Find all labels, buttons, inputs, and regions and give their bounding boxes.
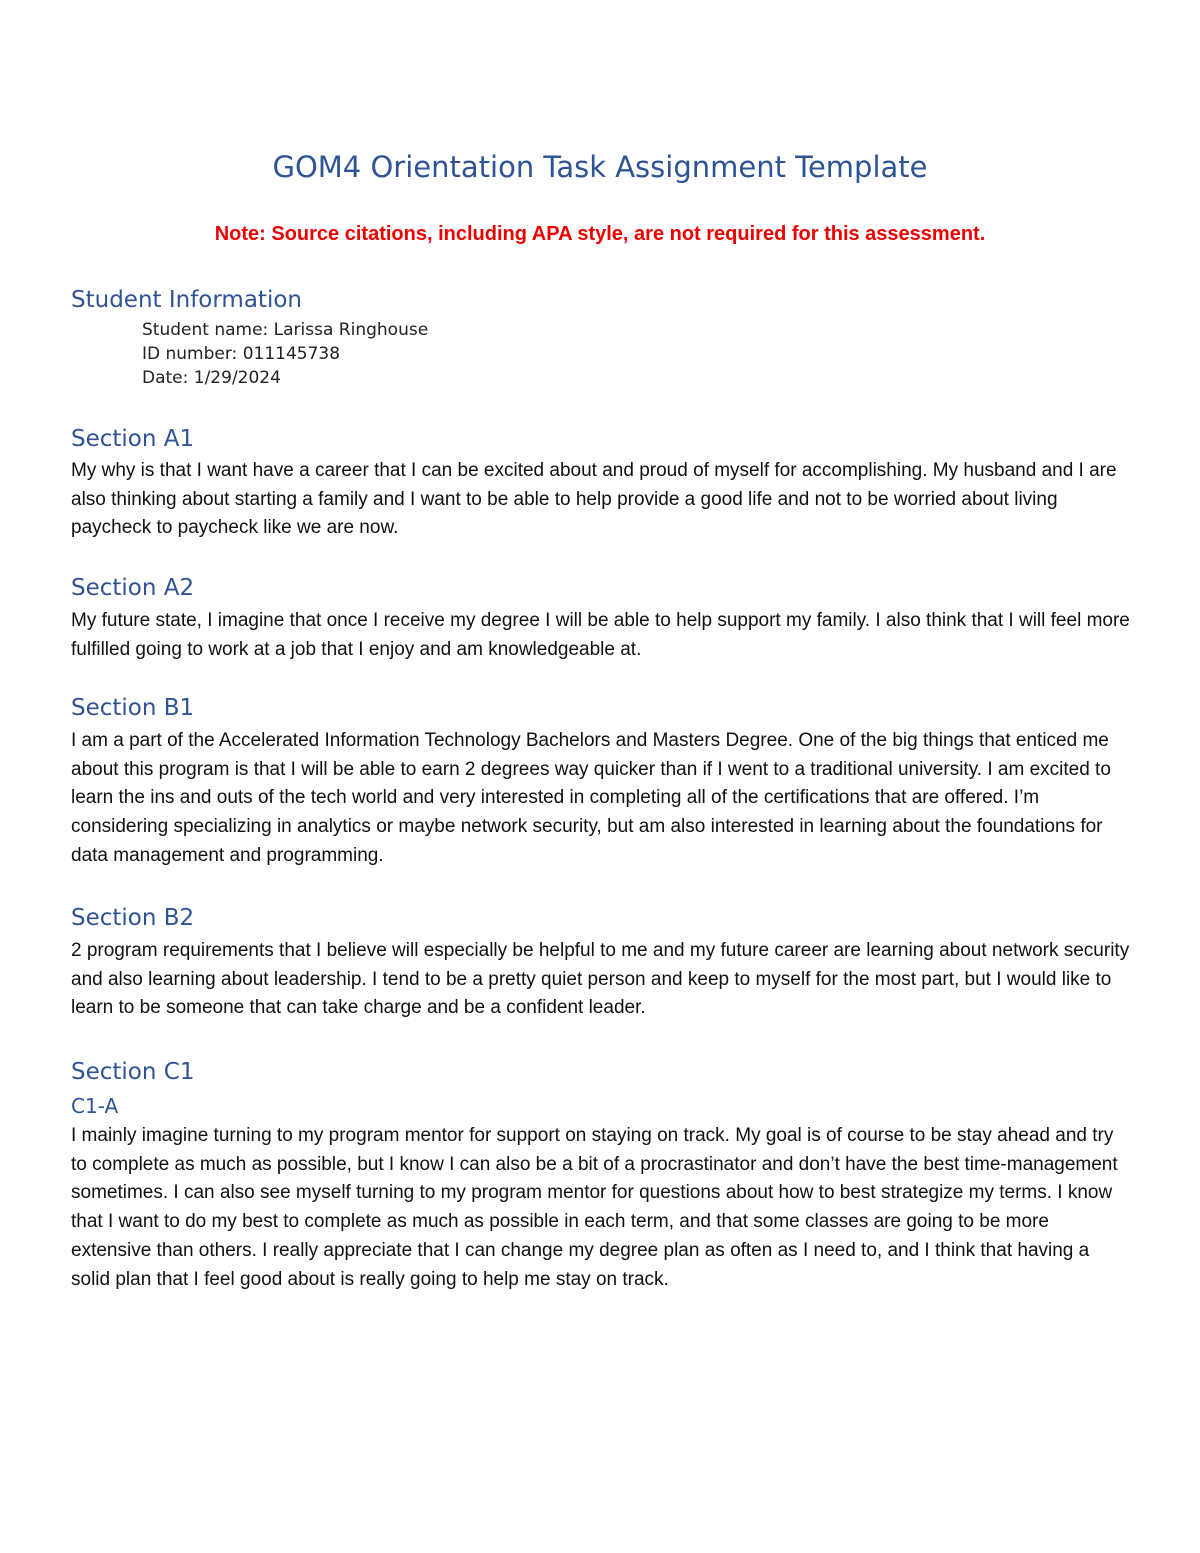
submission-date: Date: 1/29/2024 (142, 368, 281, 388)
student-info-heading: Student Information (71, 287, 302, 313)
document-title: GOM4 Orientation Task Assignment Template (272, 150, 928, 184)
citation-note: Note: Source citations, including APA style, are not required for this assessment. (214, 223, 986, 245)
section-c1a-text: I mainly imagine turning to my program mentor for support on staying on track. My goal is of course to be stay ahead and try to complete as much as possible, but I know I can also be a bit of a procrastinator and don’t have the best time-management sometimes. I can also see myself turning to my program mentor for questions about how to best strategize my terms. I know that I want to do my best to complete as much as possible in each term, and that some classes are going to be more extensive than others. I really appreciate that I can change my degree plan as often as I need to, and I think that having a solid plan that I feel good about is really going to help me stay on track. (71, 1125, 1118, 1290)
section-c1a-subheading: C1-A (71, 1094, 119, 1118)
section-b2-heading: Section B2 (71, 905, 195, 931)
section-a2-text: My future state, I imagine that once I receive my degree I will be able to help support my family. I also think that I will feel more fulfilled going to work at a job that I enjoy and am knowledgeable at. (71, 610, 1130, 660)
student-id: ID number: 011145738 (142, 344, 341, 364)
student-info-block (142, 318, 428, 390)
section-a1-heading: Section A1 (71, 426, 195, 452)
section-b1-heading: Section B1 (71, 695, 195, 721)
section-c1-heading: Section C1 (71, 1059, 195, 1085)
section-b2-text: 2 program requirements that I believe will especially be helpful to me and my future career are learning about network security and also learning about leadership. I tend to be a pretty quiet person and keep to myself for the most part, but I would like to learn to be someone that can take charge and be a confident leader. (71, 940, 1130, 1019)
student-name: Student name: Larissa Ringhouse (142, 320, 429, 340)
section-a2-heading: Section A2 (71, 575, 195, 601)
section-a1-text: My why is that I want have a career that I can be excited about and proud of myself for accomplishing. My husband and I are also thinking about starting a family and I want to be able to help provide a good life and not to be worried about living paycheck to paycheck like we are now. (71, 460, 1117, 539)
section-b1-text: I am a part of the Accelerated Information Technology Bachelors and Masters Degree. One of the big things that enticed me about this program is that I will be able to earn 2 degrees way quicker than if I went to a traditional university. I am excited to learn the ins and outs of the tech world and very interested in completing all of the certifications that are offered. I’m considering specializing in analytics or maybe network security, but am also interested in learning about the foundations for data management and programming. (71, 730, 1111, 866)
